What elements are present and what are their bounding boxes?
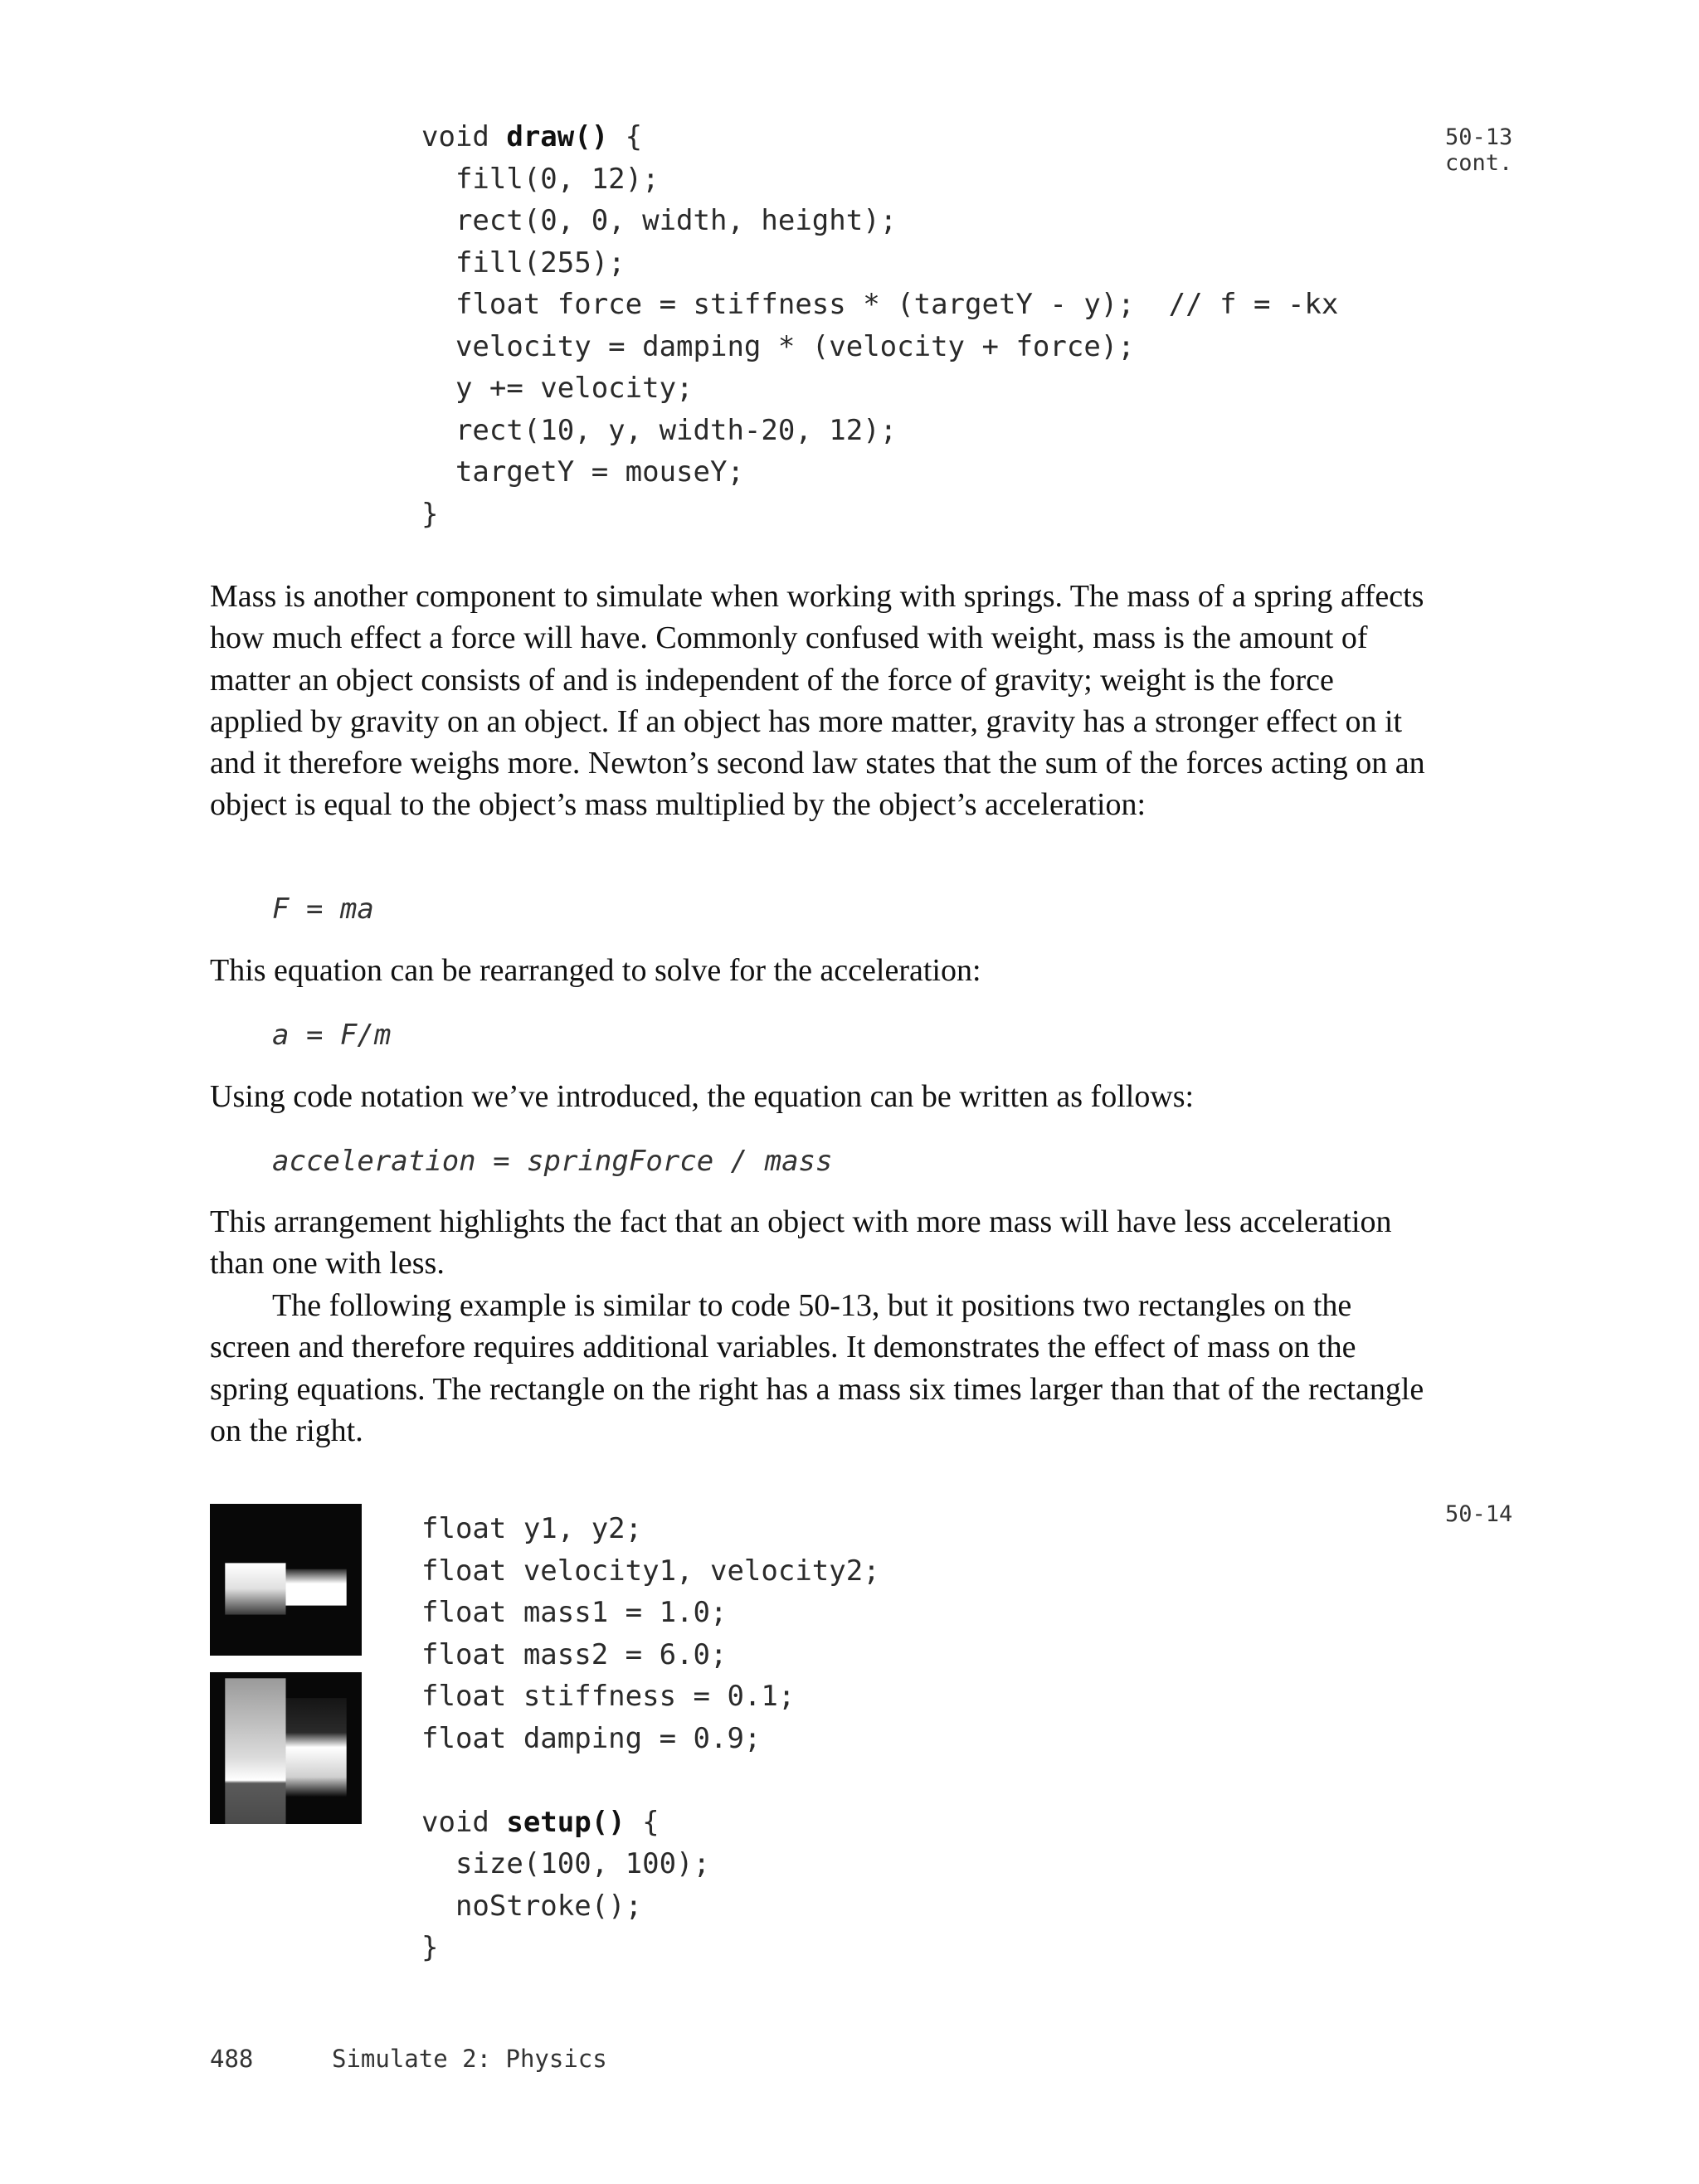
running-head: Simulate 2: Physics [332, 2045, 607, 2073]
code-line: size(100, 100); [421, 1847, 710, 1880]
body-paragraph: This equation can be rearranged to solve for the acceleration: [210, 953, 981, 988]
code-line: fill(0, 12); [421, 162, 660, 196]
code-line: noStroke(); [421, 1889, 643, 1923]
two-rectangles-image [210, 1504, 362, 1656]
code-line: targetY = mouseY; [421, 455, 744, 489]
margin-note-example-number: 50-14 [1445, 1501, 1513, 1527]
equation-f-ma: F = ma [272, 893, 374, 926]
code-line: y += velocity; [421, 372, 694, 405]
body-paragraph: Mass is another component to simulate when working with springs. The mass of a spring affects how much effect a force will have. Commonly confused with weight, mass is the amount of matter an object consists of and is independent of the force of gravity; weight is the force applied by gravity on an object. If an object has more matter, gravity has a stronger effect on it and it therefore weighs more. Newton’s second law states that the sum of the forces acting on an object is equal to the object’s mass multiplied by the object’s acceleration: [210, 579, 1425, 823]
page-number: 488 [210, 2045, 254, 2073]
code-line: rect(0, 0, width, height); [421, 204, 898, 237]
code-block-draw [421, 116, 1338, 535]
body-paragraph: This arrangement highlights the fact that an object with more mass will have less acceleration than one with less. [210, 1204, 1392, 1282]
body-paragraph: The following example is similar to code 50-13, but it positions two rectangles on the screen and therefore requires additional variables. It demonstrates the effect of mass on the spring equations. The rectangle on the right has a mass six times larger than that of the rectangle on the right. [210, 1288, 1424, 1448]
example-output-thumbnail-2 [210, 1672, 362, 1824]
code-line: void [421, 120, 507, 153]
code-line: float mass1 = 1.0; [421, 1596, 728, 1629]
code-line: float mass2 = 6.0; [421, 1637, 728, 1671]
code-block-setup [421, 1508, 880, 1969]
code-keyword-setup: setup() [506, 1805, 626, 1839]
margin-note-example-number: 50-13 cont. [1445, 124, 1513, 176]
code-line: velocity = damping * (velocity + force); [421, 329, 1135, 363]
equation-acceleration: acceleration = springForce / mass [272, 1145, 833, 1178]
equation-a-f-m: a = F/m [272, 1019, 392, 1052]
code-line: float force = stiffness * (targetY - y); // f = -kx [421, 288, 1339, 321]
code-line: rect(10, y, width-20, 12); [421, 413, 898, 447]
two-rectangles-image [210, 1672, 362, 1824]
code-line: void [421, 1805, 507, 1839]
code-line: float y1, y2; [421, 1512, 643, 1545]
code-line: float damping = 0.9; [421, 1721, 762, 1755]
code-keyword-draw: draw() [506, 120, 609, 153]
code-line: } [421, 1931, 439, 1964]
body-paragraph: Using code notation we’ve introduced, the equation can be written as follows: [210, 1079, 1195, 1114]
example-output-thumbnail-1 [210, 1504, 362, 1656]
code-line: float stiffness = 0.1; [421, 1680, 796, 1713]
code-line: float velocity1, velocity2; [421, 1554, 880, 1588]
code-line: } [421, 497, 439, 531]
code-line: { [625, 1805, 660, 1839]
code-line: { [608, 120, 643, 153]
code-line: fill(255); [421, 246, 626, 280]
